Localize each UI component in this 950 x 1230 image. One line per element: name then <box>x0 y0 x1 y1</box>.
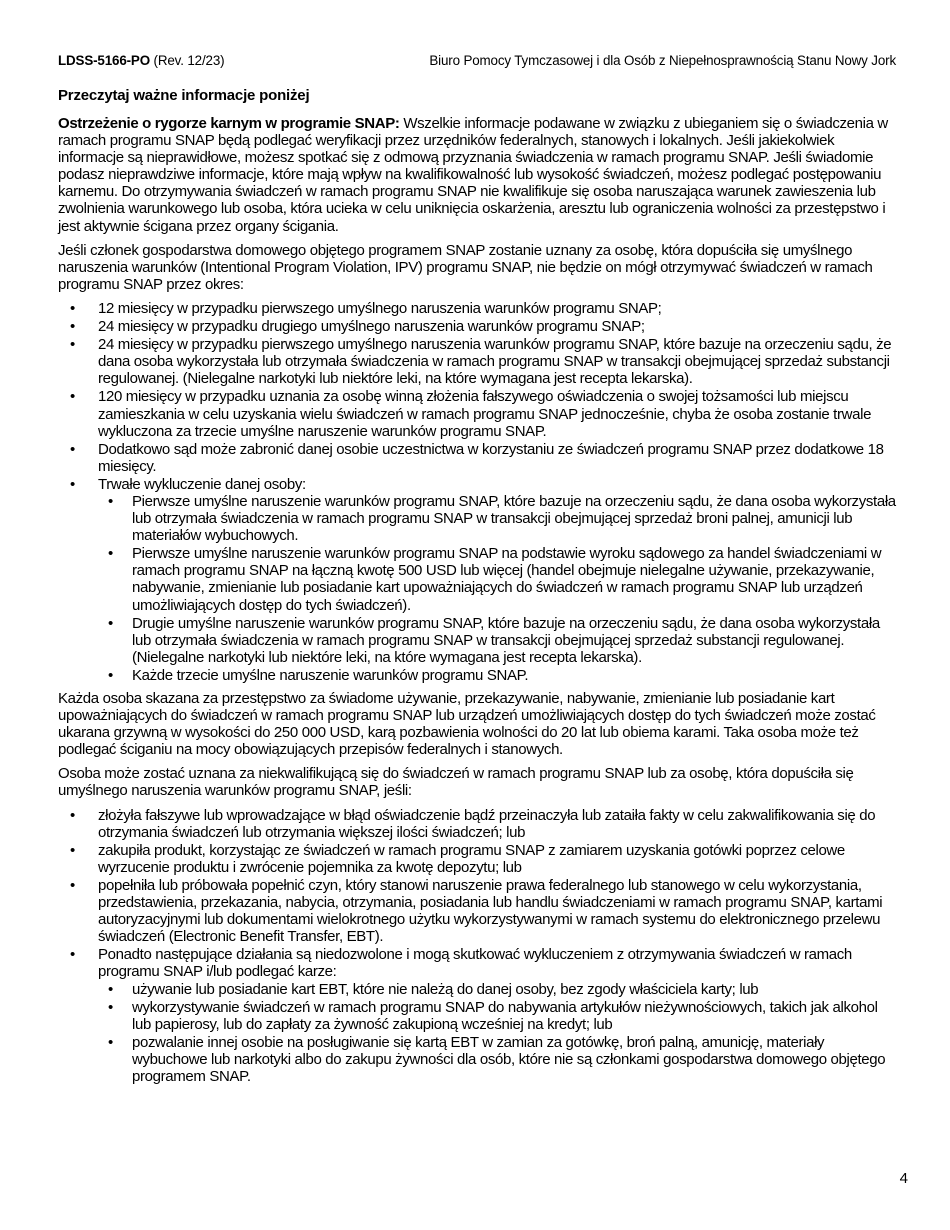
prohibited-list <box>98 981 896 1086</box>
section-title: Przeczytaj ważne informacje poniżej <box>58 87 310 104</box>
document-page <box>58 52 896 1091</box>
sub-list-item: • Każde trzecie umyślne naruszenie warunków programu SNAP. <box>98 667 896 684</box>
list-item: • złożyła fałszywe lub wprowadzające w błąd oświadczenie bądź przeinaczyła lub zataiła fakty w celu zakwalifikowania się do otrzymania świadczeń lub otrzymania większej ilości świadczeń; lub <box>58 807 896 841</box>
sub-list-item: • używanie lub posiadanie kart EBT, które nie należą do danej osoby, bez zgody właściciela karty; lub <box>98 981 896 998</box>
permanent-list <box>98 493 896 684</box>
permanent-heading: Trwałe wykluczenie danej osoby: <box>98 475 306 493</box>
list-item: • 24 miesięcy w przypadku drugiego umyślnego naruszenia warunków programu SNAP; <box>58 318 896 335</box>
sub-list-item: • wykorzystywanie świadczeń w ramach programu SNAP do nabywania artykułów nieżywnościowych, takich jak alkohol lub papierosy, lub do zapłaty za żywność zakupioną wcześniej na kredyt; lub <box>98 999 896 1033</box>
prohibited-heading: Ponadto następujące działania są niedozwolone i mogą skutkować wykluczeniem z otrzymywania świadczeń w ramach programu SNAP i/lub podlegać karze: <box>98 946 852 981</box>
list-item-prohibited <box>58 946 896 1085</box>
warning-heading: Ostrzeżenie o rygorze karnym w programie SNAP: <box>58 115 400 132</box>
page-header <box>58 52 896 70</box>
warning-paragraph <box>58 115 896 235</box>
sub-list-item: • Pierwsze umyślne naruszenie warunków programu SNAP, które bazuje na orzeczeniu sądu, że dana osoba wykorzystała lub otrzymała świadczenia w ramach programu SNAP w transakcji obejmującej sprzedaż broni palnej, amunicji lub materiałów wybuchowych. <box>98 493 896 544</box>
list-item-permanent <box>58 476 896 684</box>
list-item: • 24 miesięcy w przypadku pierwszego umyślnego naruszenia warunków programu SNAP, które bazuje na orzeczeniu sądu, że dana osoba wykorzystała lub otrzymała świadczenia w ramach programu SNAP w transakcji obejmującej sprzedaż substancji regulowanej. (Nielegalne narkotyki lub niektóre leki, na które wymagana jest recepta lekarska). <box>58 336 896 387</box>
form-revision: (Rev. 12/23) <box>153 53 225 68</box>
sub-list-item: • pozwalanie innej osobie na posługiwanie się kartą EBT w zamian za gotówkę, broń palną, amunicję, materiały wybuchowe lub narkotyki albo do zakupu żywności dla osób, które nie są członkami gospodarstwa domowego objętego programem SNAP. <box>98 1034 896 1085</box>
ipv-intro: Jeśli członek gospodarstwa domowego objętego programem SNAP zostanie uznany za osobę, która dopuściła się umyślnego naruszenia warunków (Intentional Program Violation, IPV) programu SNAP, nie będzie on mógł otrzymywać świadczeń w ramach programu SNAP przez okres: <box>58 241 873 293</box>
warning-text: Wszelkie informacje podawane w związku z ubieganiem się o świadczenia w ramach programu SNAP będą podlegać weryfikacji przez urzędników federalnych, stanowych i lokalnych. Jeśli jakiekolwiek informacje są nieprawidłowe, możesz spotkać się z odmową przyznania świadczenia w ramach programu SNAP. Jeśli świadomie podasz nieprawdziwe informacje, które mają wpływ na kwalifikowalność lub wysokość świadczeń, możesz podlegać postępowaniu karnemu. Do otrzymywania świadczeń w ramach programu SNAP nie kwalifikuje się osoba naruszająca warunek zawieszenia lub zwolnienia warunkowego lub osoba, która ucieka w celu uniknięcia oskarżenia, aresztu lub ograniczenia wolności za przestępstwo i jest aktywnie ścigana przez organy ścigania. <box>58 115 888 235</box>
ineligible-list <box>58 807 896 1086</box>
sub-list-item: • Pierwsze umyślne naruszenie warunków programu SNAP na podstawie wyroku sądowego za handel świadczeniami w ramach programu SNAP na łączną kwotę 500 USD lub więcej (handel obejmuje nielegalne używanie, przekazywanie, nabywanie, zmienianie lub posiadanie kart upoważniających do świadczeń w ramach programu SNAP lub urządzeń umożliwiających dostęp do tych świadczeń). <box>98 545 896 613</box>
page-number: 4 <box>899 1170 908 1187</box>
ipv-list <box>58 300 896 684</box>
list-item: • zakupiła produkt, korzystając ze świadczeń w ramach programu SNAP z zamiarem uzyskania gotówki poprzez celowe wyrzucenie produktu i zwrócenie pojemnika za kwotę depozytu; lub <box>58 842 896 876</box>
form-identifier <box>58 52 224 70</box>
form-id: LDSS-5166-PO <box>58 53 150 68</box>
list-item: • 12 miesięcy w przypadku pierwszego umyślnego naruszenia warunków programu SNAP; <box>58 300 896 317</box>
sub-list-item: • Drugie umyślne naruszenie warunków programu SNAP, które bazuje na orzeczeniu sądu, że dana osoba wykorzystała lub otrzymała świadczenia w ramach programu SNAP w transakcji obejmującej sprzedaż substancji regulowanej. (Nielegalne narkotyki lub niektóre leki, na które wymagana jest recepta lekarska). <box>98 615 896 666</box>
ineligible-intro: Osoba może zostać uznana za niekwalifikującą się do świadczeń w ramach programu SNAP lub za osobę, która dopuściła się umyślnego naruszenia warunków programu SNAP, jeśli: <box>58 765 854 800</box>
list-item: • 120 miesięcy w przypadku uznania za osobę winną złożenia fałszywego oświadczenia o swojej tożsamości lub miejscu zamieszkania w celu uzyskania wielu świadczeń w ramach programu SNAP jednocześnie, chyba że osoba zostanie trwale wykluczona za trzecie umyślne naruszenie warunków programu SNAP. <box>58 388 896 439</box>
list-item: • Dodatkowo sąd może zabronić danej osobie uczestnictwa w korzystaniu ze świadczeń programu SNAP przez dodatkowe 18 miesięcy. <box>58 441 896 475</box>
list-item: • popełniła lub próbowała popełnić czyn, który stanowi naruszenie prawa federalnego lub stanowego w celu wykorzystania, przedstawienia, przekazania, nabycia, otrzymania, posiadania lub handlu świadczeniami w ramach programu SNAP, kartami autoryzacyjnymi lub dokumentami wielokrotnego użytku wykorzystywanymi w ramach systemu do elektronicznego przelewu świadczeń (Electronic Benefit Transfer, EBT). <box>58 877 896 945</box>
conviction-paragraph: Każda osoba skazana za przestępstwo za świadome używanie, przekazywanie, nabywanie, zmienianie lub posiadanie kart upoważniających do świadczeń w ramach programu SNAP lub urządzeń umożliwiających dostęp do tych świadczeń może zostać ukarana grzywną w wysokości do 250 000 USD, karą pozbawienia wolności do 20 lat lub obiema karami. Taka osoba może też podlegać ściganiu na mocy obowiązujących przepisów federalnych i stanowych. <box>58 690 876 759</box>
agency-name: Biuro Pomocy Tymczasowej i dla Osób z Niepełnosprawnością Stanu Nowy Jork <box>429 53 896 68</box>
